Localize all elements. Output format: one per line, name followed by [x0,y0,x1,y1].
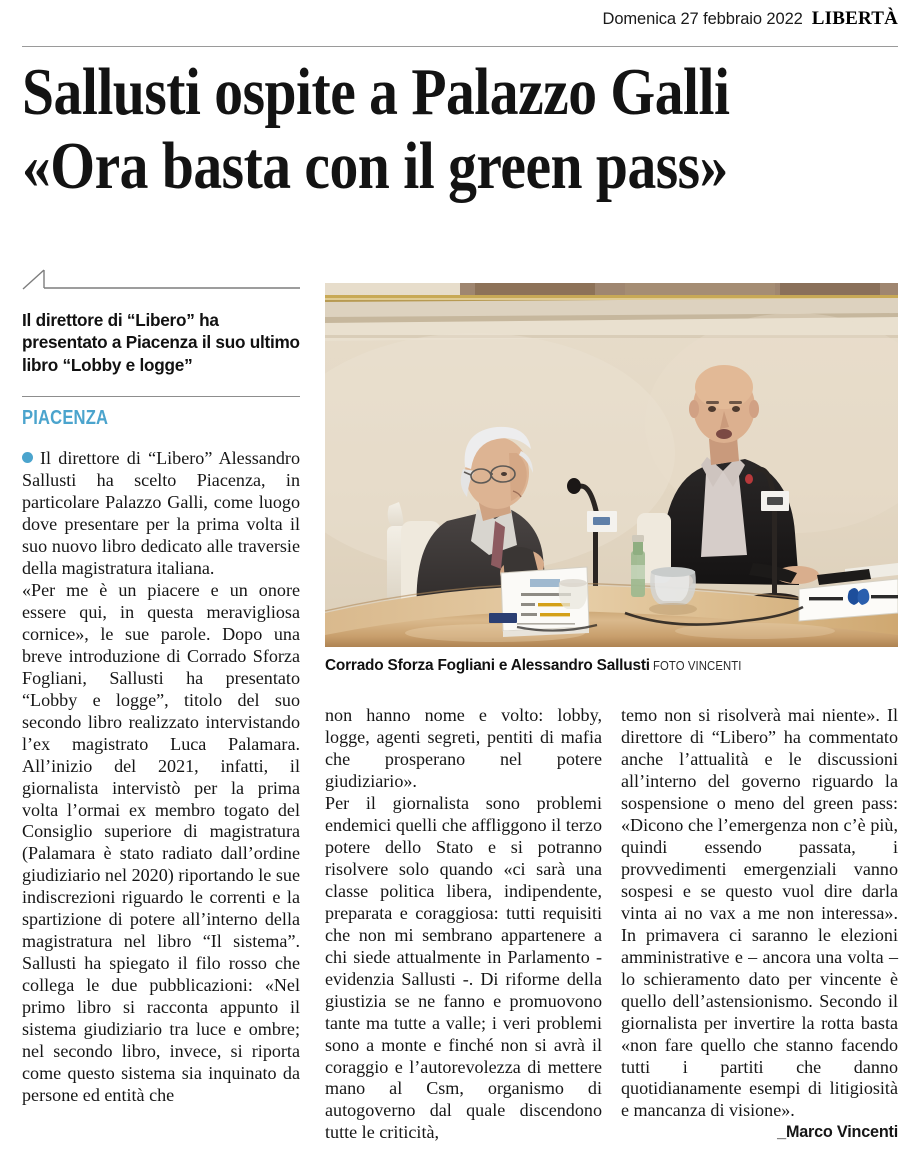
masthead-divider [22,46,898,47]
section-kicker: PIACENZA [22,407,109,430]
body-column-2 [325,705,602,1168]
paragraph: Il direttore di “Libero” Alessandro Sallusti ha scelto Piacenza, in particolare Palazzo Galli, come luogo dove presentare per la prima volta il suo nuovo libro dedicato alle traversie della magistratura italiana. [22,448,300,578]
bullet-icon [22,452,33,463]
photo-credit: FOTO VINCENTI [652,659,742,673]
article-body [22,268,898,1168]
headline-line-2: «Ora basta con il green pass» [22,129,728,204]
paragraph: «Per me è un piacere e un onore essere qui, in questa meravigliosa cornice», le sue parole. Dopo una breve introduzione di Corrado Sforza Fogliani, Sallusti ha presentato “Lobby e logge”, titolo del suo secondo libro realizzato intervistando l’ex magistrato Luca Palamara. All’inizio del 2021, infatti, il giornalista intervistò per la prima volta l’ormai ex membro togato del Consiglio superiore di magistratura (Palamara è stato radiato dall’ordine giudiziario nel 2020) riportando le sue indiscrezioni riguardo le correnti e la spartizione di potere all’interno della magistratura nel libro “Il sistema”. Sallusti ha spiegato il filo rosso che collega le due pubblicazioni: «Nel primo libro si racconta appunto il sistema giudiziario tra luce e ombre; nel secondo libro, invece, si riporta come questo sistema sia inquinato da persone ed entità che [22,579,300,1106]
paragraph: Per il giornalista sono problemi endemici quelli che affliggono il terzo potere dello Stato e si potranno risolvere solo quando «ci sarà una classe politica libera, indipendente, preparata e coraggiosa: tutti requisiti che non mi sembrano appartenere a chi siede attualmente in Parlamento - evidenzia Sallusti -. Di riforme della giustizia se ne fanno e promuovono tante ma tutte a valle; i veri problemi sono a monte e finché non si avrà il coraggio e l’autorevolezza di mettere mano al Csm, organismo di autogoverno dal quale discendono tutte le criticità, [325,792,602,1143]
standfirst-divider [22,396,300,397]
masthead-date: Domenica 27 febbraio 2022 [602,10,803,28]
masthead-brand: LIBERTÀ [811,8,898,29]
article-photo-figure [325,283,898,675]
masthead [22,0,898,42]
body-column-3 [621,705,898,1168]
headline-line-1: Sallusti ospite a Palazzo Galli [22,55,730,129]
body-column-1 [22,448,300,1168]
paragraph: non hanno nome e volto: lobby, logge, agenti segreti, pentiti di mafia che prosperano nel potere giudiziario». [325,705,602,791]
photo-caption [325,657,898,675]
standfirst: Il direttore di “Libero” ha presentato a Piacenza il suo ultimo libro “Lobby e logge” [22,310,300,375]
paragraph: temo non si risolverà mai niente». Il direttore di “Libero” ha commentato anche l’attualità e le discussioni all’interno del governo riguardo la sospensione o meno del green pass: «Dicono che l’emergenza non c’è più, quindi essendo passata, i provvedimenti emergenziali vanno sospesi e se questo vuol dire darla vinta ai no vax a me non interessa». In primavera ci saranno le elezioni amministrative e – ancora una volta – lo schieramento dato per vincente è quello dell’astensionismo. Secondo il giornalista per invertire la rotta basta «non fare quello che stanno facendo tutti i partiti che danno quotidianamente esempi di litigiosità e mancanza di visione». [621,705,898,1121]
photo-caption-text: Corrado Sforza Fogliani e Alessandro Sallusti [325,657,650,674]
corner-decoration-icon [22,268,300,290]
byline: _Marco Vincenti [777,1123,898,1142]
conference-photo [325,283,898,647]
page-title [22,55,898,204]
left-column-header [22,268,300,430]
